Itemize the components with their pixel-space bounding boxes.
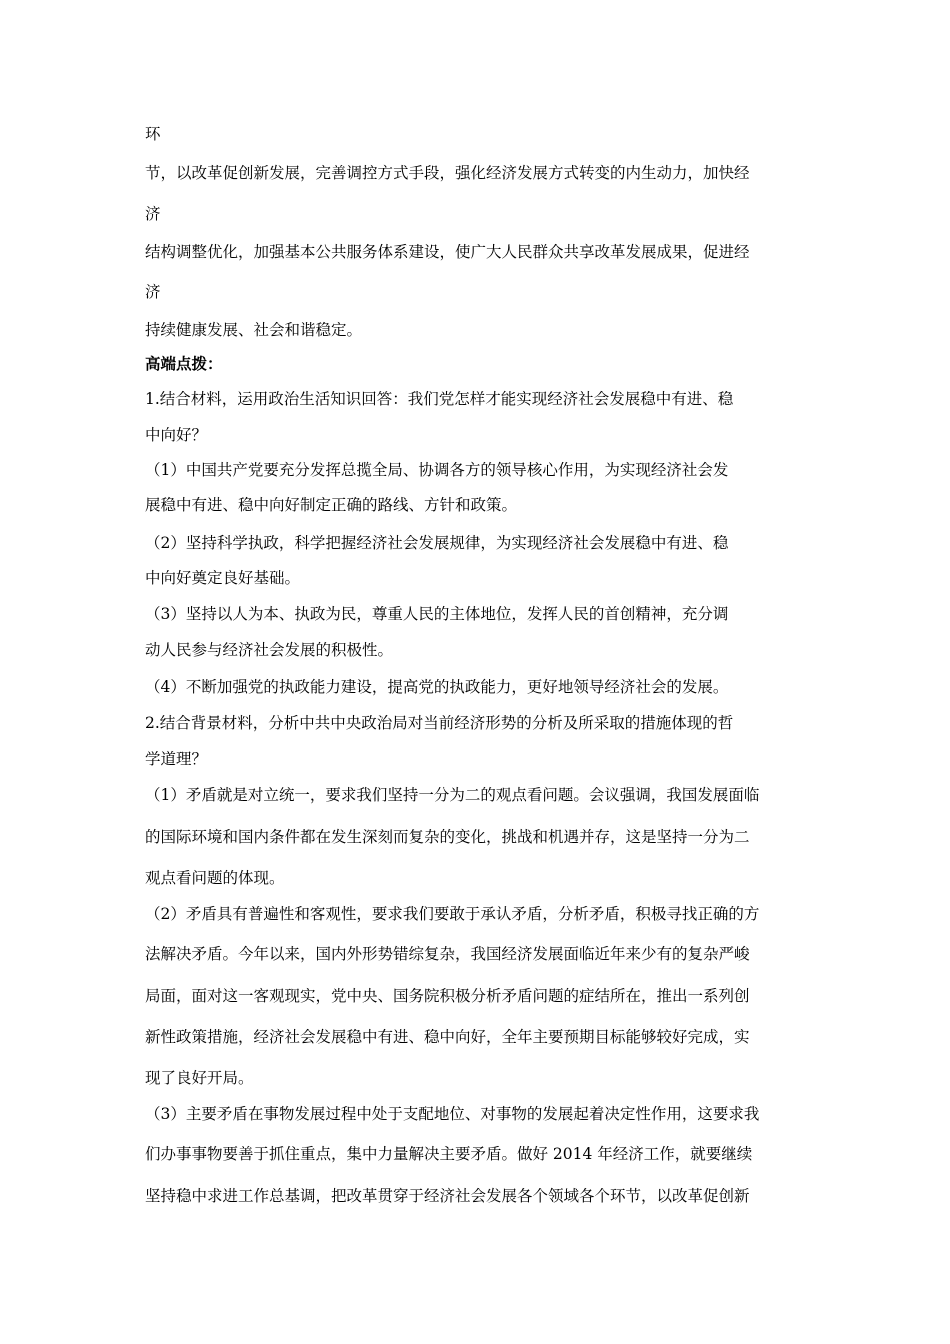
text-line: 的国际环境和国内条件都在发生深刻而复杂的变化，挑战和机遇并存，这是坚持一分为二	[145, 828, 750, 846]
text-line: 现了良好开局。	[145, 1069, 254, 1087]
text-line: 节，以改革促创新发展，完善调控方式手段，强化经济发展方式转变的内生动力，加快经	[145, 164, 750, 182]
text-line: 法解决矛盾。今年以来，国内外形势错综复杂，我国经济发展面临近年来少有的复杂严峻	[145, 945, 750, 963]
text-line: 济	[145, 283, 161, 301]
text-line: 坚持稳中求进工作总基调，把改革贯穿于经济社会发展各个领域各个环节，以改革促创新	[145, 1187, 750, 1205]
text-line: 环	[145, 125, 161, 143]
text-line: 动人民参与经济社会发展的积极性。	[145, 641, 394, 659]
text-line: 展稳中有进、稳中向好制定正确的路线、方针和政策。	[145, 496, 518, 514]
section-heading: 高端点拨：	[145, 354, 223, 373]
text-line: 济	[145, 205, 161, 223]
text-line: （2）坚持科学执政，科学把握经济社会发展规律，为实现经济社会发展稳中有进、稳	[145, 534, 729, 552]
text-line: （3）主要矛盾在事物发展过程中处于支配地位、对事物的发展起着决定性作用，这要求我	[145, 1105, 760, 1123]
text-line: 局面，面对这一客观现实，党中央、国务院积极分析矛盾问题的症结所在，推出一系列创	[145, 987, 750, 1005]
text-line: （1）矛盾就是对立统一，要求我们坚持一分为二的观点看问题。会议强调，我国发展面临	[145, 786, 760, 804]
question-line: 2.结合背景材料，分析中共中央政治局对当前经济形势的分析及所采取的措施体现的哲	[145, 714, 734, 732]
text-line: （2）矛盾具有普遍性和客观性，要求我们要敢于承认矛盾，分析矛盾，积极寻找正确的方	[145, 905, 760, 923]
text-line: 中向好奠定良好基础。	[145, 569, 301, 587]
question-line: 中向好？	[145, 426, 208, 444]
text-line: 观点看问题的体现。	[145, 869, 285, 887]
question-line: 1.结合材料，运用政治生活知识回答：我们党怎样才能实现经济社会发展稳中有进、稳	[145, 390, 734, 408]
text-line: 新性政策措施，经济社会发展稳中有进、稳中向好，全年主要预期目标能够较好完成，实	[145, 1028, 750, 1046]
question-line: 学道理？	[145, 750, 208, 768]
text-line: 持续健康发展、社会和谐稳定。	[145, 321, 363, 339]
text-line: 们办事事物要善于抓住重点，集中力量解决主要矛盾。做好 2014 年经济工作，就要继续	[145, 1145, 753, 1163]
text-line: 结构调整优化，加强基本公共服务体系建设，使广大人民群众共享改革发展成果，促进经	[145, 243, 750, 261]
text-line: （3）坚持以人为本、执政为民，尊重人民的主体地位，发挥人民的首创精神，充分调	[145, 605, 729, 623]
text-line: （4）不断加强党的执政能力建设，提高党的执政能力，更好地领导经济社会的发展。	[145, 678, 729, 696]
text-line: （1）中国共产党要充分发挥总揽全局、协调各方的领导核心作用，为实现经济社会发	[145, 461, 729, 479]
